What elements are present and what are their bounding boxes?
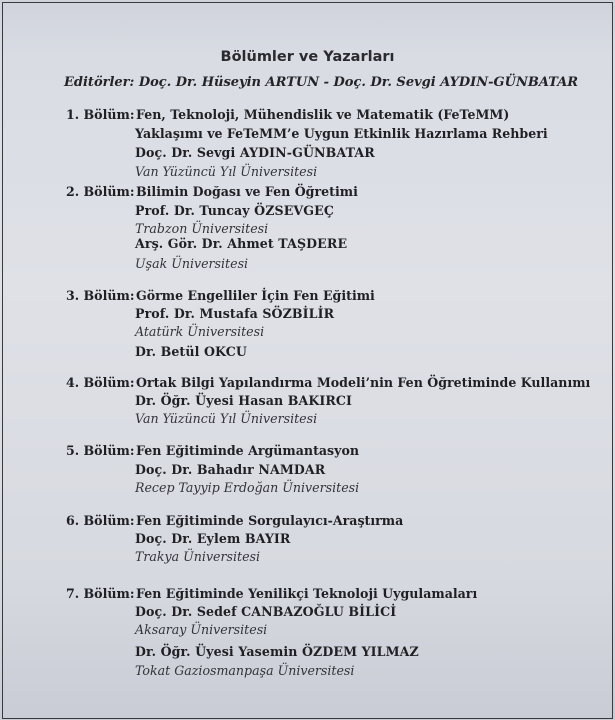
university: Trakya Üniversitesi — [135, 549, 261, 564]
author-name: Doç. Dr. Sedef CANBAZOĞLU BİLİCİ — [135, 604, 397, 619]
chapter-1-univ-1 — [135, 164, 317, 179]
university: Van Yüzüncü Yıl Üniversitesi — [135, 411, 318, 426]
chapter-5-author-1 — [135, 462, 325, 477]
university: Uşak Üniversitesi — [135, 256, 249, 271]
chapter-title: Görme Engelliler İçin Fen Eğitimi — [136, 288, 375, 303]
chapter-5 — [66, 443, 359, 458]
chapter-4-author-1 — [135, 393, 352, 408]
chapter-title: Fen Eğitiminde Yenilikçi Teknoloji Uygulamaları — [136, 586, 478, 601]
chapter-title: Fen Eğitiminde Sorgulayıcı-Araştırma — [136, 513, 404, 528]
author-name: Arş. Gör. Dr. Ahmet TAŞDERE — [135, 236, 348, 251]
author-name: Prof. Dr. Mustafa SÖZBİLİR — [135, 306, 335, 321]
chapter-7 — [66, 586, 477, 601]
chapter-2-univ-2 — [135, 256, 248, 271]
chapter-number: 7. Bölüm: — [66, 586, 135, 601]
university: Trabzon Üniversitesi — [135, 221, 269, 236]
university: Van Yüzüncü Yıl Üniversitesi — [135, 164, 318, 179]
author-name: Dr. Öğr. Üyesi Yasemin ÖZDEM YILMAZ — [135, 644, 419, 659]
chapter-7-author-2 — [135, 644, 419, 659]
author-name: Doç. Dr. Sevgi AYDIN-GÜNBATAR — [135, 145, 375, 160]
chapter-title: Fen, Teknoloji, Mühendislik ve Matematik (FeTeMM) — [136, 107, 510, 122]
chapter-7-univ-1 — [135, 622, 267, 637]
university: Tokat Gaziosmanpaşa Üniversitesi — [135, 663, 355, 678]
chapter-4-univ-1 — [135, 411, 317, 426]
chapter-3-author-1 — [135, 306, 334, 321]
editors-line: Editörler: Doç. Dr. Hüseyin ARTUN - Doç. Dr. Sevgi AYDIN-GÜNBATAR — [64, 75, 579, 90]
chapter-number: 2. Bölüm: — [66, 184, 135, 199]
chapter-title: Bilimin Doğası ve Fen Öğretimi — [136, 184, 358, 199]
chapter-2-author-1 — [135, 203, 334, 218]
chapter-3-univ-1 — [135, 324, 264, 339]
chapter-7-univ-2 — [135, 663, 354, 678]
chapter-number: 4. Bölüm: — [66, 375, 135, 390]
page-title: Bölümler ve Yazarları — [220, 49, 395, 65]
university: Aksaray Üniversitesi — [135, 622, 268, 637]
chapter-number: 3. Bölüm: — [66, 288, 135, 303]
chapter-7-author-1 — [135, 604, 396, 619]
chapter-6-univ-1 — [135, 549, 260, 564]
chapter-title: Fen Eğitiminde Argümantasyon — [136, 443, 360, 458]
chapter-number: 1. Bölüm: — [66, 107, 135, 122]
chapter-title-cont: Yaklaşımı ve FeTeMM’e Uygun Etkinlik Hazırlama Rehberi — [135, 126, 548, 141]
university: Recep Tayyip Erdoğan Üniversitesi — [135, 480, 360, 495]
chapter-number: 5. Bölüm: — [66, 443, 135, 458]
author-name: Doç. Dr. Bahadır NAMDAR — [135, 462, 326, 477]
chapter-number: 6. Bölüm: — [66, 513, 135, 528]
chapter-2 — [66, 184, 358, 199]
author-name: Prof. Dr. Tuncay ÖZSEVGEÇ — [135, 203, 334, 218]
chapter-6-author-1 — [135, 531, 291, 546]
chapter-5-univ-1 — [135, 480, 359, 495]
chapter-1-author-1 — [135, 145, 375, 160]
university: Atatürk Üniversitesi — [135, 324, 265, 339]
chapter-3-author-2 — [135, 344, 247, 359]
author-name: Doç. Dr. Eylem BAYIR — [135, 531, 291, 546]
chapter-2-author-2 — [135, 236, 347, 251]
chapter-2-univ-1 — [135, 221, 268, 236]
chapter-3 — [66, 288, 375, 303]
chapter-1-title-line-2 — [135, 126, 548, 141]
chapter-6 — [66, 513, 403, 528]
author-name: Dr. Betül OKCU — [135, 344, 247, 359]
chapter-1 — [66, 107, 509, 122]
chapter-title: Ortak Bilgi Yapılandırma Modeli’nin Fen Öğretiminde Kullanımı — [136, 375, 591, 390]
chapter-4 — [66, 375, 590, 390]
author-name: Dr. Öğr. Üyesi Hasan BAKIRCI — [135, 393, 353, 408]
